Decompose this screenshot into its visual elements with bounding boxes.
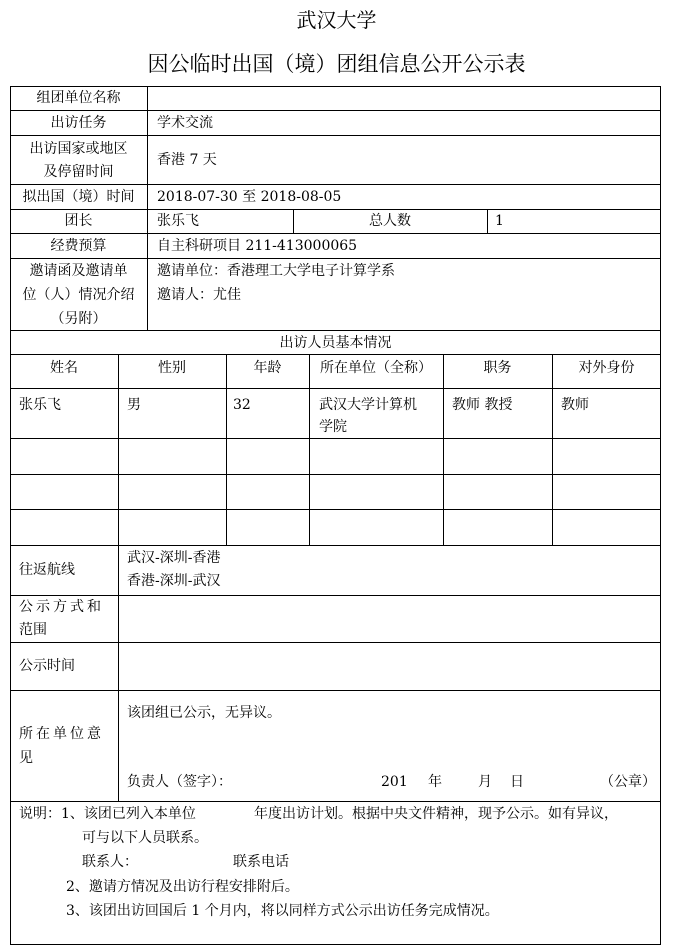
opinion-text: 该团组已公示，无异议。 <box>127 705 281 721</box>
member-unit-line2: 学院 <box>319 419 347 435</box>
opinion-month-unit: 月 <box>478 774 492 790</box>
member-name: 张乐飞 <box>19 397 61 413</box>
row-divider <box>10 801 661 802</box>
route-line2: 香港-深圳-武汉 <box>127 573 221 589</box>
invitation-label-line1: 邀请函及邀请单 <box>29 263 128 279</box>
row-divider <box>10 474 661 475</box>
budget-value: 自主科研项目 211-413000065 <box>157 238 358 254</box>
task-value: 学术交流 <box>157 115 213 131</box>
col-divider <box>487 209 488 233</box>
col-divider <box>118 545 119 801</box>
notes-prefix: 说明： <box>19 806 61 822</box>
col-divider <box>147 86 148 330</box>
route-line1: 武汉-深圳-香港 <box>127 550 221 566</box>
col-header-age: 年龄 <box>253 360 282 376</box>
row-divider <box>10 110 661 111</box>
col-header-name: 姓名 <box>50 360 78 376</box>
member-unit-line1: 武汉大学计算机 <box>319 397 417 413</box>
notes-item1-part2: 年度出访计划。根据中央文件精神，现予公示。如有异议， <box>254 806 618 822</box>
invitation-person: 邀请人：尤佳 <box>157 287 241 303</box>
row-divider <box>10 330 661 331</box>
opinion-label-line2: 见 <box>19 750 33 766</box>
opinion-year-unit: 年 <box>428 774 442 790</box>
row-divider <box>10 545 661 546</box>
leader-value: 张乐飞 <box>157 213 199 229</box>
publicity-method-label-line1: 公示方式和 <box>19 599 104 615</box>
row-divider <box>10 388 661 389</box>
opinion-year: 201 <box>381 774 408 790</box>
col-divider <box>226 354 227 545</box>
invitation-label-line3: （另附） <box>50 311 107 327</box>
publicity-time-label: 公示时间 <box>19 658 75 674</box>
opinion-day-unit: 日 <box>510 774 524 790</box>
col-divider <box>552 354 553 545</box>
notes-item3: 3、该团出访回国后 1 个月内，将以同样方式公示出访任务完成情况。 <box>66 903 499 919</box>
row-divider <box>10 690 661 691</box>
phone-label: 联系电话 <box>233 854 289 870</box>
opinion-label-line1: 所在单位意 <box>19 726 104 742</box>
unit-label: 组团单位名称 <box>36 90 121 106</box>
route-label: 往返航线 <box>19 562 75 578</box>
signer-label: 负责人（签字）： <box>127 774 232 790</box>
task-label: 出访任务 <box>50 115 107 131</box>
contact-label: 联系人： <box>82 854 138 870</box>
destination-value: 香港 7 天 <box>157 152 217 168</box>
row-divider <box>10 233 661 234</box>
notes-item2: 2、邀请方情况及出访行程安排附后。 <box>66 879 299 895</box>
departure-time-label: 拟出国（境）时间 <box>22 189 135 205</box>
notes-item1-line2: 可与以下人员联系。 <box>82 830 208 846</box>
row-divider <box>10 209 661 210</box>
total-value: 1 <box>495 213 504 229</box>
member-age: 32 <box>233 397 251 413</box>
total-label: 总人数 <box>369 213 411 229</box>
row-divider <box>10 354 661 355</box>
destination-label-line2: 及停留时间 <box>43 164 114 180</box>
col-divider <box>443 354 444 545</box>
seal-label: （公章） <box>600 774 656 790</box>
col-header-identity: 对外身份 <box>578 360 635 376</box>
row-divider <box>10 258 661 259</box>
member-identity: 教师 <box>561 397 589 413</box>
row-divider <box>10 509 661 510</box>
form-title: 因公临时出国（境）团组信息公开公示表 <box>147 52 526 76</box>
notes-item1-part1: 1、该团已列入本单位 <box>61 806 196 822</box>
invitation-unit: 邀请单位：香港理工大学电子计算学系 <box>157 263 395 279</box>
invitation-label-line2: 位（人）情况介绍 <box>22 287 135 303</box>
row-divider <box>10 595 661 596</box>
row-divider <box>10 184 661 185</box>
university-title: 武汉大学 <box>296 8 377 32</box>
member-position: 教师 教授 <box>452 397 513 413</box>
members-section-title: 出访人员基本情况 <box>279 335 392 351</box>
col-header-unit: 所在单位（全称） <box>320 360 432 376</box>
departure-time-value: 2018-07-30 至 2018-08-05 <box>157 189 342 205</box>
col-header-gender: 性别 <box>158 360 186 376</box>
publicity-method-label-line2: 范围 <box>19 622 47 638</box>
member-gender: 男 <box>127 397 141 413</box>
row-divider <box>10 135 661 136</box>
row-divider <box>10 438 661 439</box>
row-divider <box>10 642 661 643</box>
col-header-position: 职务 <box>483 360 512 376</box>
leader-label: 团长 <box>64 213 93 229</box>
col-divider <box>309 354 310 545</box>
destination-label-line1: 出访国家或地区 <box>29 141 128 157</box>
budget-label: 经费预算 <box>50 238 107 254</box>
col-divider <box>118 354 119 545</box>
